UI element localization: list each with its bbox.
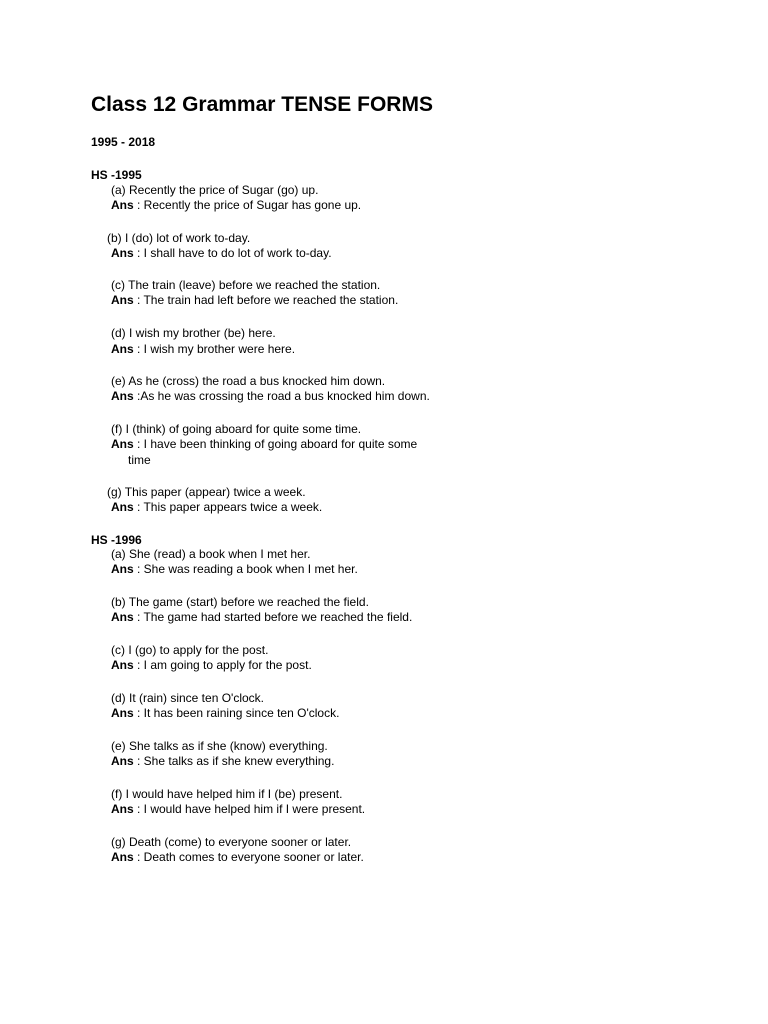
answer (111, 658, 312, 673)
question: (b) I (do) lot of work to-day. (107, 231, 251, 245)
answer-label: Ans (111, 437, 134, 451)
answer (111, 562, 358, 577)
answer-label: Ans (111, 850, 134, 864)
section-heading: HS -1996 (91, 533, 142, 547)
question: (f) I (think) of going aboard for quite some time. (111, 422, 362, 436)
year-range: 1995 - 2018 (91, 135, 156, 149)
answer-label: Ans (111, 754, 134, 768)
answer-text: : I have been thinking of going aboard for quite some (133, 437, 418, 451)
answer (111, 754, 334, 769)
answer (111, 850, 364, 865)
answer (111, 389, 430, 404)
question: (c) I (go) to apply for the post. (111, 643, 269, 657)
answer (111, 342, 295, 357)
answer-text: : I would have helped him if I were present. (133, 802, 366, 816)
answer (111, 293, 398, 308)
question: (c) The train (leave) before we reached the station. (111, 278, 381, 292)
answer-continuation: time (128, 453, 151, 467)
answer-label: Ans (111, 610, 134, 624)
question: (d) It (rain) since ten O'clock. (111, 691, 264, 705)
answer-label: Ans (111, 706, 134, 720)
answer-text: : The game had started before we reached the field. (133, 610, 413, 624)
question: (g) This paper (appear) twice a week. (107, 485, 306, 499)
question: (a) Recently the price of Sugar (go) up. (111, 183, 319, 197)
answer-label: Ans (111, 389, 134, 403)
section-heading: HS -1995 (91, 168, 142, 182)
question: (b) The game (start) before we reached the field. (111, 595, 369, 609)
answer-label: Ans (111, 562, 134, 576)
question: (d) I wish my brother (be) here. (111, 326, 276, 340)
question: (e) As he (cross) the road a bus knocked him down. (111, 374, 386, 388)
answer-text: : She was reading a book when I met her. (133, 562, 358, 576)
answer-label: Ans (111, 198, 134, 212)
answer (111, 610, 412, 625)
answer-label: Ans (111, 500, 134, 514)
answer-label: Ans (111, 293, 134, 307)
answer-text: : It has been raining since ten O'clock. (133, 706, 340, 720)
answer (111, 500, 322, 515)
question: (a) She (read) a book when I met her. (111, 547, 311, 561)
answer-label: Ans (111, 802, 134, 816)
answer-text: : Death comes to everyone sooner or later. (133, 850, 364, 864)
answer-text: :As he was crossing the road a bus knocked him down. (133, 389, 430, 403)
answer-text: : The train had left before we reached the station. (133, 293, 399, 307)
answer (111, 706, 339, 721)
answer-label: Ans (111, 246, 134, 260)
answer-text: : I shall have to do lot of work to-day. (133, 246, 332, 260)
answer-label: Ans (111, 658, 134, 672)
answer-text: : I wish my brother were here. (133, 342, 296, 356)
answer (111, 802, 365, 817)
answer-text: : This paper appears twice a week. (133, 500, 323, 514)
page-title: Class 12 Grammar TENSE FORMS (91, 93, 433, 116)
question: (f) I would have helped him if I (be) present. (111, 787, 343, 801)
answer-text: : I am going to apply for the post. (133, 658, 312, 672)
answer-text: : Recently the price of Sugar has gone up. (133, 198, 362, 212)
answer (111, 246, 332, 261)
answer-label: Ans (111, 342, 134, 356)
question: (e) She talks as if she (know) everything. (111, 739, 328, 753)
question: (g) Death (come) to everyone sooner or later. (111, 835, 352, 849)
answer-text: : She talks as if she knew everything. (133, 754, 335, 768)
answer (111, 437, 417, 452)
answer (111, 198, 361, 213)
